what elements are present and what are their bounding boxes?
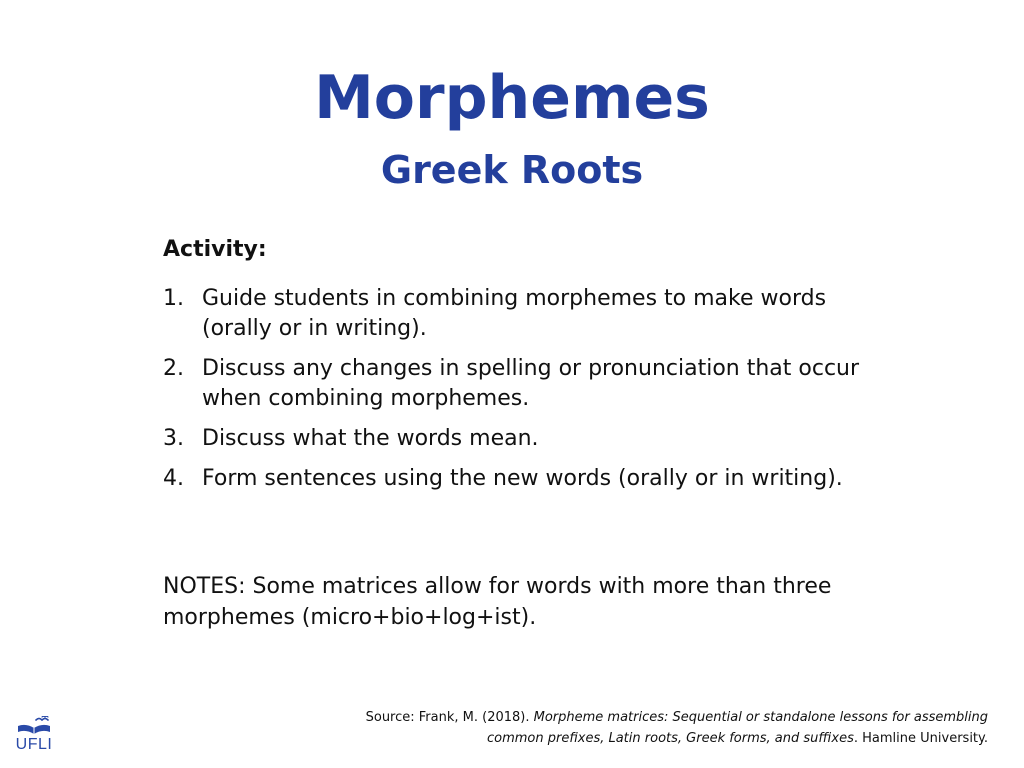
activity-step xyxy=(163,284,863,344)
activity-step xyxy=(163,354,863,414)
slide-title: Morphemes xyxy=(314,63,710,133)
ufli-logo xyxy=(12,716,56,756)
source-title: Morpheme matrices: Sequential or standalone lessons for assembling common prefixes, Latin roots, Greek forms, and suffixes xyxy=(487,710,988,746)
step-number: 4. xyxy=(163,466,184,491)
slide-subtitle: Greek Roots xyxy=(380,148,644,192)
notes-text: NOTES: Some matrices allow for words with more than three morphemes (micro+bio+log+ist). xyxy=(163,574,832,630)
source-prefix: Source: Frank, M. (2018). xyxy=(365,710,534,725)
step-text: Guide students in combining morphemes to make words (orally or in writing). xyxy=(202,286,827,341)
step-text: Discuss any changes in spelling or pronunciation that occur when combining morphemes. xyxy=(202,356,860,411)
source-suffix: . Hamline University. xyxy=(853,731,988,746)
step-text: Discuss what the words mean. xyxy=(202,426,539,451)
activity-steps-list xyxy=(163,284,863,504)
logo-text: UFLI xyxy=(15,736,53,753)
activity-step xyxy=(163,464,863,494)
step-number: 2. xyxy=(163,356,184,381)
source-citation xyxy=(348,707,988,749)
activity-heading: Activity: xyxy=(163,237,267,262)
activity-step xyxy=(163,424,863,454)
open-book-with-birds-icon xyxy=(12,716,56,736)
step-number: 3. xyxy=(163,426,184,451)
step-number: 1. xyxy=(163,286,184,311)
step-text: Form sentences using the new words (orally or in writing). xyxy=(202,466,843,491)
